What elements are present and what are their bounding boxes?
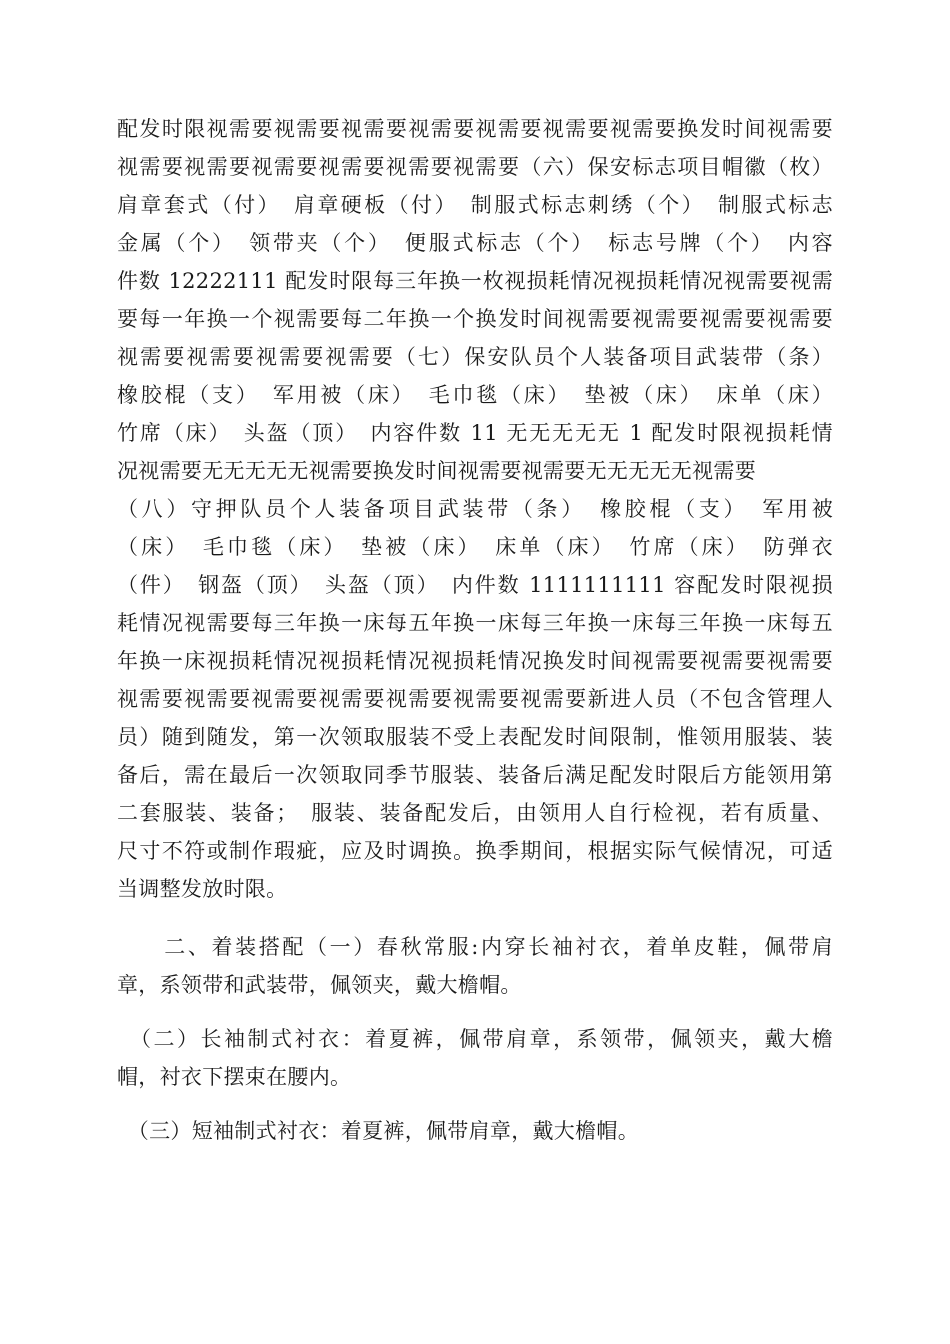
- section2-paragraph3-line1: （三）短袖制式衬衣：着夏裤，佩带肩章，戴大檐帽。: [117, 1119, 639, 1143]
- body-line: 视需要视需要视需要视需要视需要视需要（六）保安标志项目帽徽（枚）: [117, 155, 833, 179]
- body-line: 视需要视需要视需要视需要视需要视需要视需要新进人员（不包含管理人: [117, 687, 833, 711]
- body-line: 竹席（床） 头盔（顶） 内容件数 11 无无无无无 1 配发时限视损耗情: [117, 421, 833, 445]
- section2-paragraph2-line1: （二）长袖制式衬衣：着夏裤，佩带肩章，系领带，佩领夹，戴大檐: [117, 1027, 833, 1051]
- section2-paragraph1-line1: 二、着装搭配（一）春秋常服:内穿长袖衬衣，着单皮鞋，佩带肩: [117, 935, 833, 959]
- body-line: 员）随到随发，第一次领取服装不受上表配发时间限制，惟领用服装、装: [117, 725, 833, 749]
- section2-paragraph2-line2: 帽，衬衣下摆束在腰内。: [117, 1065, 352, 1089]
- body-line: 配发时限视需要视需要视需要视需要视需要视需要视需要换发时间视需要: [117, 117, 833, 141]
- body-line: 肩章套式（付） 肩章硬板（付） 制服式标志刺绣（个） 制服式标志: [117, 193, 833, 217]
- body-line: 况视需要无无无无无视需要换发时间视需要视需要无无无无无视需要: [117, 459, 756, 483]
- body-line: （床） 毛巾毯（床） 垫被（床） 床单（床） 竹席（床） 防弹衣: [117, 535, 833, 559]
- body-line: 要每一年换一个视需要每二年换一个换发时间视需要视需要视需要视需要: [117, 307, 833, 331]
- body-line: 年换一床视损耗情况视损耗情况视损耗情况换发时间视需要视需要视需要: [117, 649, 833, 673]
- body-line: 耗情况视需要每三年换一床每五年换一床每三年换一床每三年换一床每五: [117, 611, 833, 635]
- body-line: 当调整发放时限。: [117, 877, 288, 901]
- body-line: （八）守押队员个人装备项目武装带（条） 橡胶棍（支） 军用被: [117, 497, 833, 521]
- body-line: （件） 钢盔（顶） 头盔（顶） 内件数 1111111111 容配发时限视损: [117, 573, 833, 597]
- body-line: 视需要视需要视需要视需要（七）保安队员个人装备项目武装带（条）: [117, 345, 833, 369]
- body-line: 件数 12222111 配发时限每三年换一枚视损耗情况视损耗情况视需要视需: [117, 269, 833, 293]
- body-line: 金属（个） 领带夹（个） 便服式标志（个） 标志号牌（个） 内容: [117, 231, 833, 255]
- body-line: 橡胶棍（支） 军用被（床） 毛巾毯（床） 垫被（床） 床单（床）: [117, 383, 833, 407]
- body-line: 尺寸不符或制作瑕疵，应及时调换。换季期间，根据实际气候情况，可适: [117, 839, 833, 863]
- body-line: 备后，需在最后一次领取同季节服装、装备后满足配发时限后方能领用第: [117, 763, 833, 787]
- body-line: 二套服装、装备； 服装、装备配发后，由领用人自行检视，若有质量、: [117, 801, 833, 825]
- section2-paragraph1-line2: 章，系领带和武装带，佩领夹，戴大檐帽。: [117, 973, 522, 997]
